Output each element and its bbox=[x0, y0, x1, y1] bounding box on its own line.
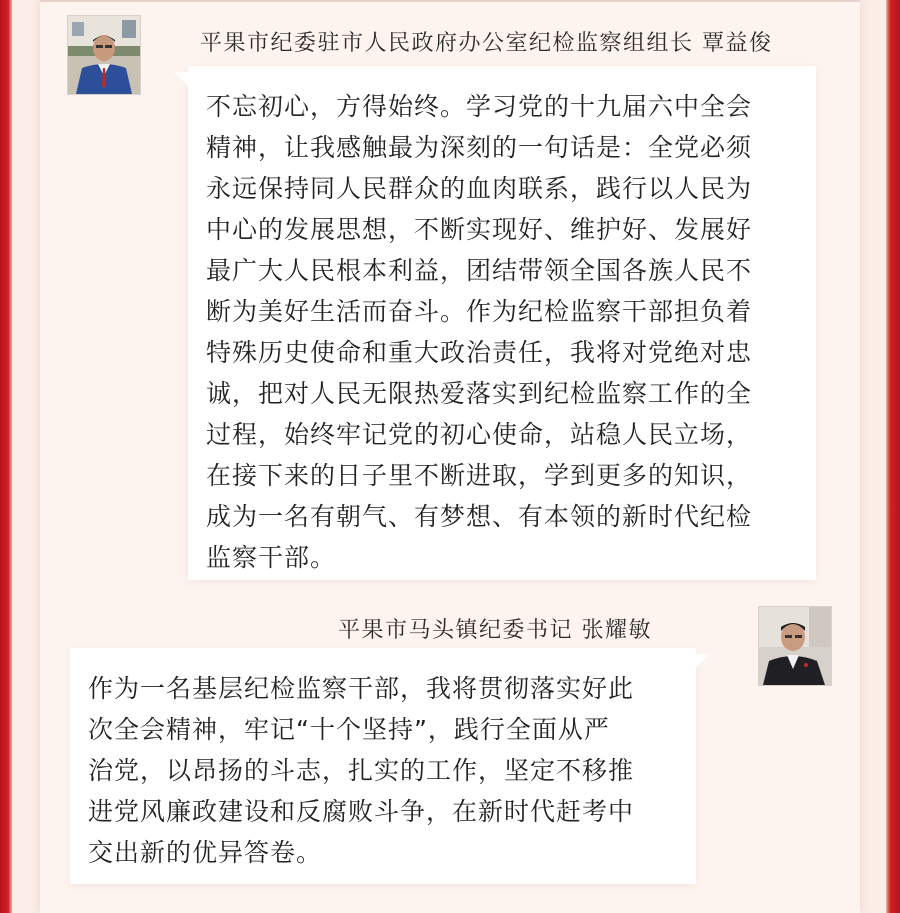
speaker-photo-icon bbox=[68, 16, 140, 94]
quote-text bbox=[188, 66, 816, 578]
speaker-name: 平果市纪委驻市人民政府办公室纪检监察组组长 覃益俊 bbox=[200, 31, 773, 56]
bubble-tail bbox=[694, 654, 710, 670]
panel-divider bbox=[40, 0, 860, 2]
right-red-border bbox=[886, 0, 900, 913]
speaker-photo-icon bbox=[759, 607, 831, 685]
bubble-tail bbox=[174, 72, 190, 88]
quote-text bbox=[70, 648, 696, 873]
quote-line: 进党风廉政建设和反腐败斗争，在新时代赶考中 bbox=[88, 797, 635, 826]
quote-line: 成为一名有朝气、有梦想、有本领的新时代纪检 bbox=[206, 502, 753, 531]
quote-line: 最广大人民根本利益，团结带领全国各族人民不 bbox=[206, 256, 753, 285]
quote-line: 作为一名基层纪检监察干部，我将贯彻落实好此 bbox=[88, 674, 635, 703]
avatar bbox=[758, 606, 832, 686]
quote-line: 治党，以昂扬的斗志，扎实的工作，坚定不移推 bbox=[88, 756, 635, 785]
quote-line: 过程，始终牢记党的初心使命，站稳人民立场， bbox=[206, 420, 753, 449]
quote-line: 中心的发展思想，不断实现好、维护好、发展好 bbox=[206, 215, 753, 244]
quote-line: 监察干部。 bbox=[206, 543, 337, 572]
quote-bubble bbox=[70, 648, 696, 884]
quote-line: 交出新的优异答卷。 bbox=[88, 838, 323, 867]
quote-line: 特殊历史使命和重大政治责任，我将对党绝对忠 bbox=[206, 338, 753, 367]
quote-line: 不忘初心，方得始终。学习党的十九届六中全会 bbox=[206, 92, 753, 121]
quote-line: 次全会精神，牢记“十个坚持”，践行全面从严 bbox=[88, 715, 610, 744]
quote-line: 精神，让我感触最为深刻的一句话是：全党必须 bbox=[206, 133, 753, 162]
speaker-name: 平果市马头镇纪委书记 张耀敏 bbox=[338, 618, 652, 643]
avatar bbox=[67, 15, 141, 95]
quote-bubble bbox=[188, 66, 816, 580]
left-red-border bbox=[0, 0, 12, 913]
quote-line: 在接下来的日子里不断进取，学到更多的知识， bbox=[206, 461, 753, 490]
quote-line: 诚，把对人民无限热爱落实到纪检监察工作的全 bbox=[206, 379, 753, 408]
quote-line: 断为美好生活而奋斗。作为纪检监察干部担负着 bbox=[206, 297, 753, 326]
quote-line: 永远保持同人民群众的血肉联系，践行以人民为 bbox=[206, 174, 753, 203]
